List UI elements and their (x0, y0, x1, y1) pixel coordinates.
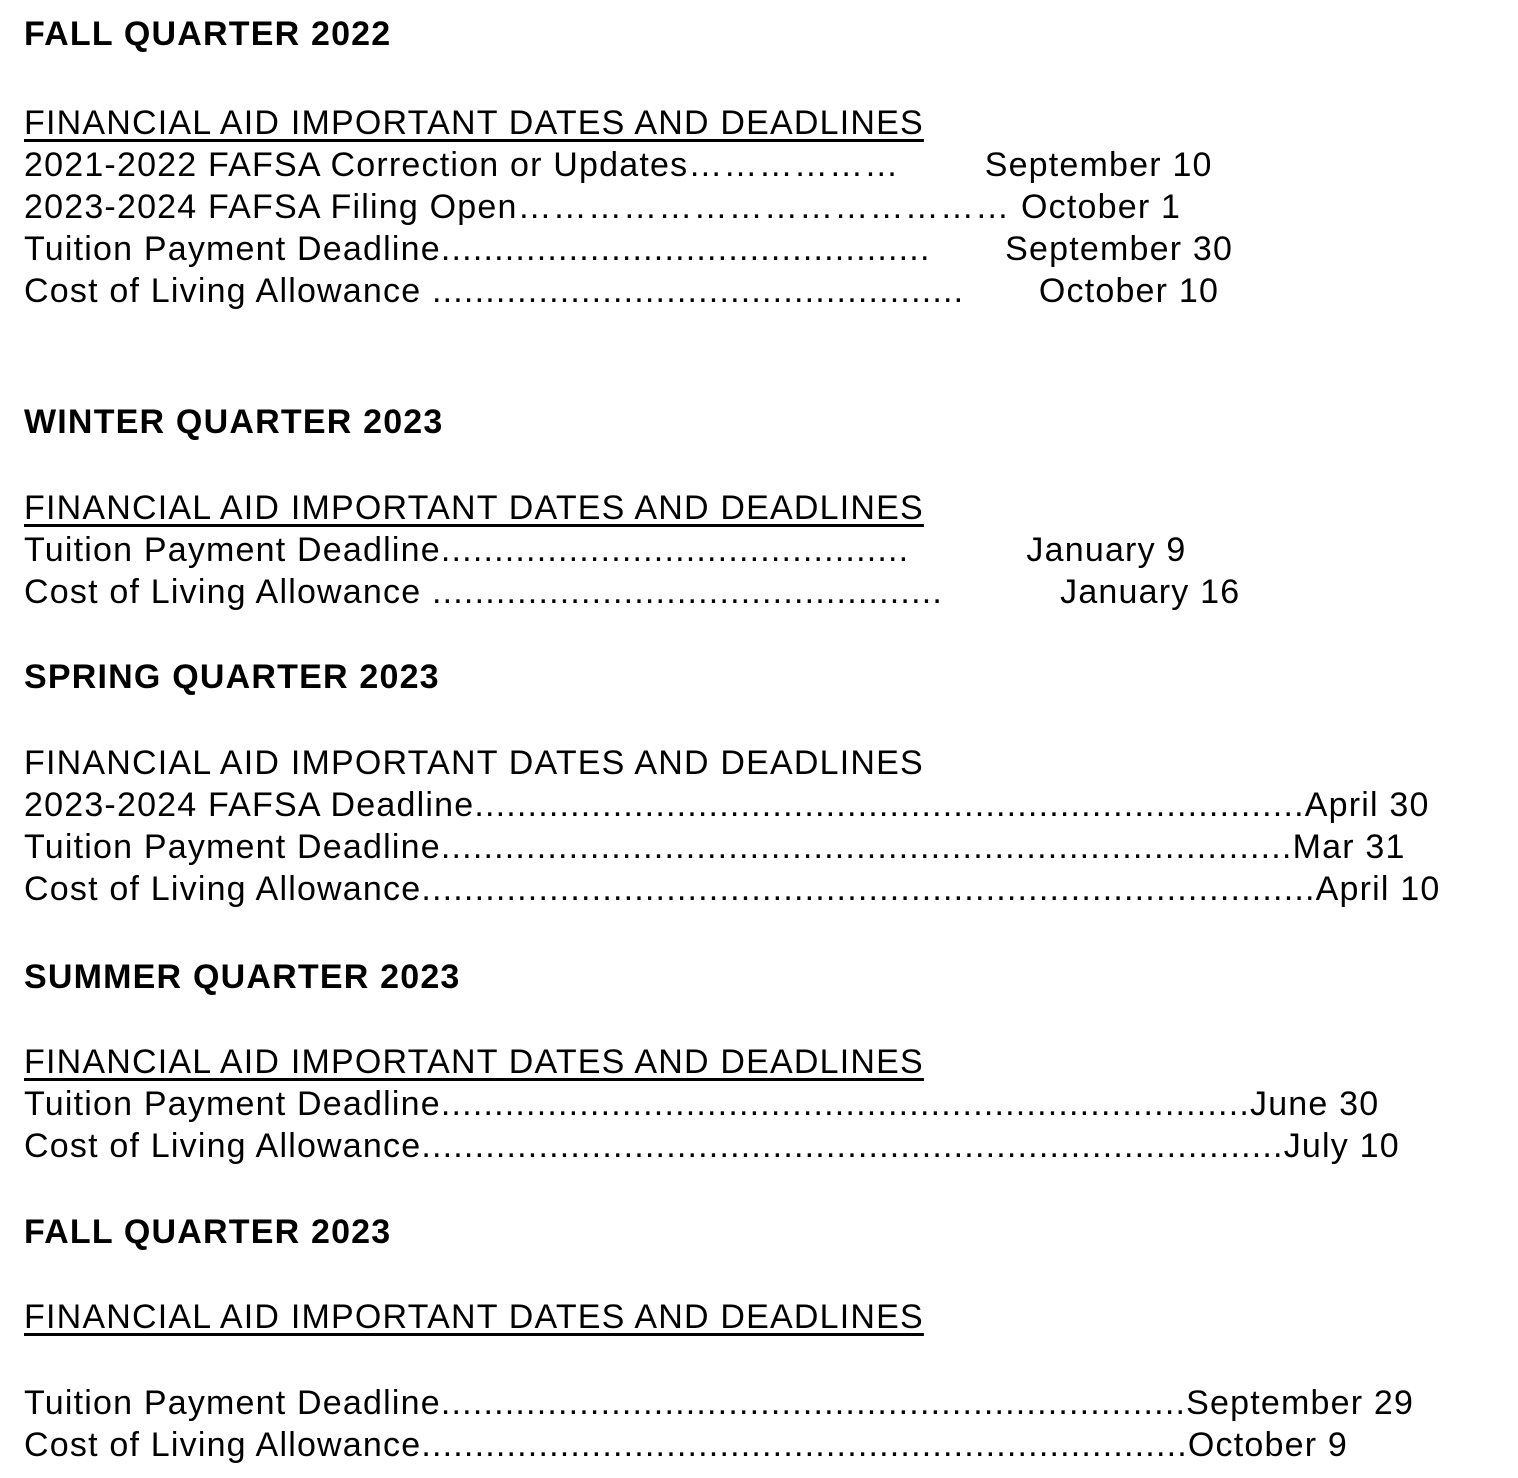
deadline-label: Cost of Living Allowance (24, 1426, 422, 1464)
deadline-row (24, 868, 1488, 910)
financial-aid-deadlines-heading: FINANCIAL AID IMPORTANT DATES AND DEADLINES (24, 489, 924, 527)
deadline-rows (24, 784, 1488, 910)
dot-leader: ........................................................................ (421, 1426, 1188, 1464)
deadline-date: April 10 (1315, 870, 1441, 908)
deadline-row (24, 826, 1488, 868)
quarter-heading: SPRING QUARTER 2023 (24, 658, 440, 696)
deadline-row (24, 228, 1488, 270)
section-fall-quarter-2023 (24, 1210, 1488, 1466)
dot-leader: .................................................. (421, 272, 1039, 310)
deadline-label: Cost of Living Allowance (24, 272, 422, 310)
deadline-label: Tuition Payment Deadline (24, 531, 441, 569)
deadline-row (24, 571, 1488, 613)
deadline-label: 2021-2022 FAFSA Correction or Updates (24, 146, 689, 184)
deadline-label: Cost of Living Allowance (24, 573, 422, 611)
dot-leader: .................................................................................... (421, 870, 1316, 908)
section-fall-quarter-2022 (24, 12, 1488, 312)
dot-leader: .............................................................................. (474, 786, 1305, 824)
deadline-label: Cost of Living Allowance (24, 870, 422, 908)
deadline-rows (24, 1083, 1488, 1167)
quarter-heading: FALL QUARTER 2022 (24, 15, 392, 53)
deadline-row (24, 1125, 1488, 1167)
deadline-label: Tuition Payment Deadline (24, 1384, 441, 1422)
deadline-date: April 30 (1304, 786, 1430, 824)
financial-aid-deadlines-heading: FINANCIAL AID IMPORTANT DATES AND DEADLINES (24, 744, 924, 782)
deadline-row (24, 784, 1488, 826)
deadline-date: September 10 (984, 146, 1213, 184)
financial-aid-deadlines-heading: FINANCIAL AID IMPORTANT DATES AND DEADLINES (24, 104, 924, 142)
deadline-date: July 10 (1283, 1127, 1400, 1165)
deadline-row (24, 529, 1488, 571)
deadline-row (24, 1382, 1488, 1424)
section-spring-quarter-2023 (24, 655, 1488, 910)
dot-leader: ................................................................................. (421, 1127, 1284, 1165)
deadline-date: October 10 (1038, 272, 1220, 310)
deadline-row (24, 1083, 1488, 1125)
financial-aid-deadlines-heading: FINANCIAL AID IMPORTANT DATES AND DEADLINES (24, 1043, 924, 1081)
deadline-date: January 9 (1026, 531, 1187, 569)
deadline-date: January 16 (1060, 573, 1241, 611)
dot-leader: …………………………………… (517, 188, 1022, 226)
deadline-rows (24, 144, 1488, 312)
quarter-heading: WINTER QUARTER 2023 (24, 403, 444, 441)
deadline-row (24, 186, 1488, 228)
deadline-date: June 30 (1250, 1085, 1380, 1123)
financial-aid-deadlines-heading: FINANCIAL AID IMPORTANT DATES AND DEADLINES (24, 1298, 924, 1336)
dot-leader: ................................................ (421, 573, 1061, 611)
section-winter-quarter-2023 (24, 400, 1488, 613)
deadline-rows (24, 529, 1488, 613)
dot-leader: ............................................ (440, 531, 1027, 569)
dot-leader: ...................................................................... (440, 1384, 1187, 1422)
deadline-date: September 29 (1186, 1384, 1415, 1422)
deadline-label: Cost of Living Allowance (24, 1127, 422, 1165)
dot-leader: ................................................................................ (440, 828, 1293, 866)
dot-leader: .............................................. (440, 230, 1006, 268)
quarter-heading: FALL QUARTER 2023 (24, 1213, 392, 1251)
deadline-label: Tuition Payment Deadline (24, 1085, 441, 1123)
deadline-label: 2023-2024 FAFSA Filing Open (24, 188, 518, 226)
deadline-label: Tuition Payment Deadline (24, 230, 441, 268)
deadline-row (24, 144, 1488, 186)
deadline-label: Tuition Payment Deadline (24, 828, 441, 866)
deadline-date: October 1 (1021, 188, 1182, 226)
quarter-heading: SUMMER QUARTER 2023 (24, 958, 461, 996)
deadline-date: Mar 31 (1292, 828, 1406, 866)
deadline-row (24, 270, 1488, 312)
deadline-label: 2023-2024 FAFSA Deadline (24, 786, 475, 824)
dot-leader: ……………… (688, 146, 985, 184)
deadline-row (24, 1424, 1488, 1466)
section-summer-quarter-2023 (24, 955, 1488, 1167)
deadline-date: October 9 (1187, 1426, 1348, 1464)
deadline-date: September 30 (1005, 230, 1234, 268)
dot-leader: ............................................................................ (440, 1085, 1250, 1123)
deadline-rows (24, 1338, 1488, 1466)
